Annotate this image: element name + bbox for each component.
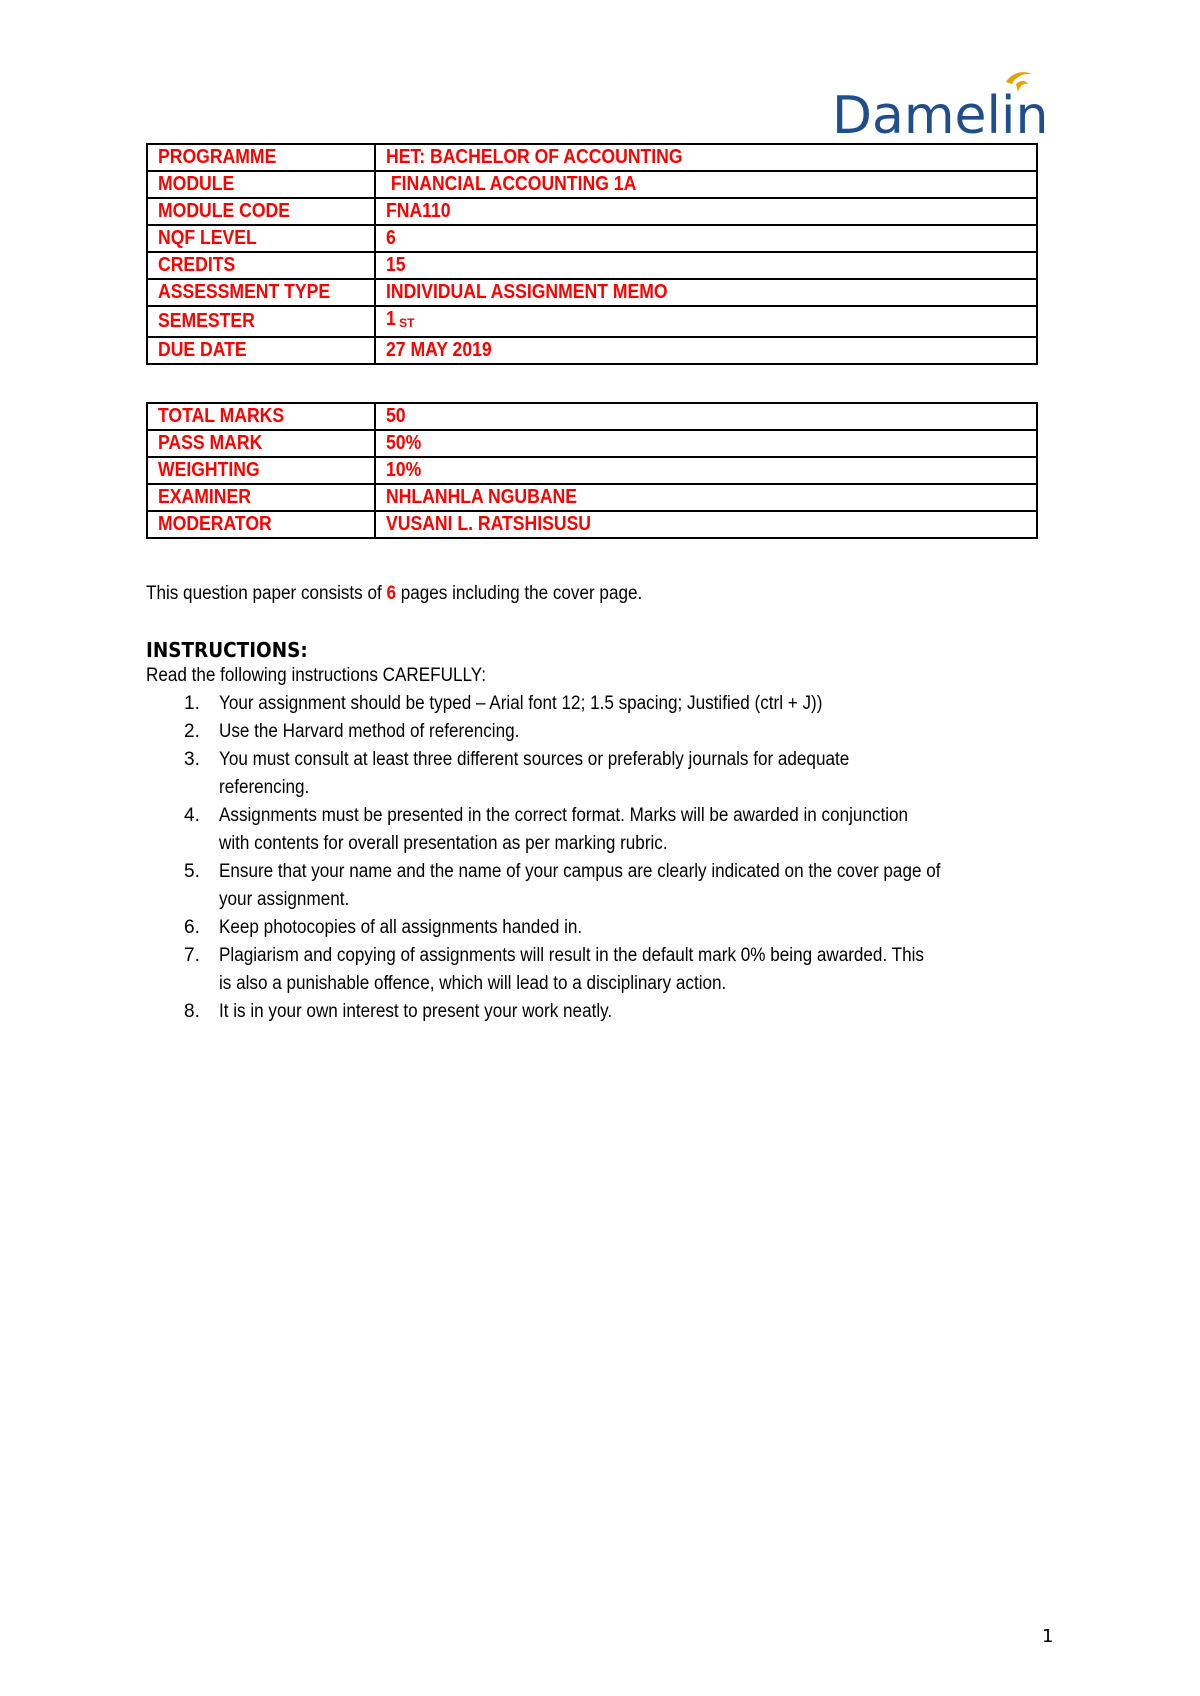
row-value-text: FNA110: [386, 200, 451, 222]
list-item-text-continued: is also a punishable offence, which will lead to a disciplinary action.: [219, 973, 727, 994]
row-value: [375, 511, 1037, 538]
list-item-text-continued: your assignment.: [219, 889, 350, 910]
row-label-text: CREDITS: [158, 254, 236, 276]
row-label-text: SEMESTER: [158, 310, 255, 332]
list-item: [146, 942, 1086, 998]
row-label-text: MODERATOR: [158, 513, 272, 535]
row-label-text: MODULE CODE: [158, 200, 290, 222]
row-label-text: WEIGHTING: [158, 459, 260, 481]
row-value: [375, 457, 1037, 484]
list-item-text: It is in your own interest to present your work neatly.: [219, 1001, 613, 1022]
row-value-superscript: ST: [399, 316, 415, 330]
row-value: [375, 171, 1037, 198]
list-item: [146, 718, 1086, 746]
row-label: [147, 252, 375, 279]
row-value-text: INDIVIDUAL ASSIGNMENT MEMO: [386, 281, 668, 303]
instructions-lead: Read the following instructions CAREFULLY:: [146, 665, 486, 686]
row-label-text: ASSESSMENT TYPE: [158, 281, 331, 303]
table-row: [147, 484, 1037, 511]
damelin-logo: [832, 66, 1064, 150]
list-item: [146, 802, 1086, 858]
row-value-text: 1: [386, 308, 396, 330]
intro-text-after: pages including the cover page.: [396, 583, 643, 604]
list-item-number: 4.: [184, 805, 200, 826]
row-value-text: 50: [386, 405, 406, 427]
row-value: [375, 430, 1037, 457]
table-row: [147, 225, 1037, 252]
row-label-text: EXAMINER: [158, 486, 251, 508]
list-item-number: 5.: [184, 861, 200, 882]
table-row: [147, 279, 1037, 306]
list-item-text-continued: with contents for overall presentation as per marking rubric.: [219, 833, 668, 854]
row-label-text: NQF LEVEL: [158, 227, 257, 249]
list-item-text-continued: referencing.: [219, 777, 310, 798]
row-value: [375, 144, 1037, 171]
row-value: [375, 279, 1037, 306]
list-item: [146, 690, 1086, 718]
table-row: [147, 171, 1037, 198]
instructions-heading: INSTRUCTIONS:: [146, 638, 308, 662]
row-value-text: NHLANHLA NGUBANE: [386, 486, 577, 508]
row-label: [147, 511, 375, 538]
list-item: [146, 858, 1086, 914]
row-label-text: DUE DATE: [158, 339, 247, 361]
list-item-text: Keep photocopies of all assignments handed in.: [219, 917, 583, 938]
row-value: [375, 198, 1037, 225]
row-value-text: 6: [386, 227, 396, 249]
table-row: [147, 144, 1037, 171]
row-value-text: 50%: [386, 432, 422, 454]
list-item-text: Plagiarism and copying of assignments will result in the default mark 0% being awarded. This: [219, 945, 924, 966]
row-value-text: 27 MAY 2019: [386, 339, 492, 361]
row-label: [147, 306, 375, 337]
list-item-number: 2.: [184, 721, 200, 742]
row-label: [147, 484, 375, 511]
row-label-text: PASS MARK: [158, 432, 263, 454]
programme-details-table: [146, 143, 1038, 365]
row-label: [147, 171, 375, 198]
list-item-number: 6.: [184, 917, 200, 938]
row-label: [147, 144, 375, 171]
list-item-number: 7.: [184, 945, 200, 966]
row-value: [375, 306, 1037, 337]
row-value: [375, 403, 1037, 430]
row-label: [147, 457, 375, 484]
list-item-text: Your assignment should be typed – Arial font 12; 1.5 spacing; Justified (ctrl + J)): [219, 693, 823, 714]
table-row: [147, 337, 1037, 364]
list-item-number: 3.: [184, 749, 200, 770]
row-value: [375, 252, 1037, 279]
table-row: [147, 306, 1037, 337]
row-label: [147, 198, 375, 225]
row-value-text: 15: [386, 254, 406, 276]
intro-text-before: This question paper consists of: [146, 583, 387, 604]
row-label: [147, 430, 375, 457]
list-item: [146, 998, 1086, 1026]
list-item-number: 8.: [184, 1001, 200, 1022]
list-item-text: Assignments must be presented in the correct format. Marks will be awarded in conjunction: [219, 805, 909, 826]
row-label: [147, 403, 375, 430]
list-item-text: Ensure that your name and the name of your campus are clearly indicated on the cover page of: [219, 861, 941, 882]
list-item-text: Use the Harvard method of referencing.: [219, 721, 520, 742]
table-row: [147, 511, 1037, 538]
row-value-text: HET: BACHELOR OF ACCOUNTING: [386, 146, 683, 168]
list-item-text: You must consult at least three different sources or preferably journals for adequate: [219, 749, 850, 770]
table-row: [147, 252, 1037, 279]
row-label: [147, 279, 375, 306]
row-value: [375, 337, 1037, 364]
list-item-number: 1.: [184, 693, 200, 714]
row-value: [375, 484, 1037, 511]
marks-details-table: [146, 402, 1038, 539]
table-row: [147, 198, 1037, 225]
row-label: [147, 337, 375, 364]
page-count: 6: [386, 583, 397, 604]
table-row: [147, 457, 1037, 484]
table-row: [147, 403, 1037, 430]
list-item: [146, 914, 1086, 942]
row-value-text: VUSANI L. RATSHISUSU: [386, 513, 592, 535]
page-number: 1: [1042, 1626, 1054, 1647]
row-label: [147, 225, 375, 252]
row-value-text: FINANCIAL ACCOUNTING 1A: [386, 173, 637, 195]
instructions-list: [146, 690, 1086, 1026]
row-label-text: MODULE: [158, 173, 235, 195]
row-value-text: 10%: [386, 459, 422, 481]
row-label-text: PROGRAMME: [158, 146, 277, 168]
logo-wordmark: Damelin: [832, 86, 1049, 146]
table-row: [147, 430, 1037, 457]
row-label-text: TOTAL MARKS: [158, 405, 285, 427]
intro-paragraph: [146, 583, 642, 605]
list-item: [146, 746, 1086, 802]
row-value: [375, 225, 1037, 252]
